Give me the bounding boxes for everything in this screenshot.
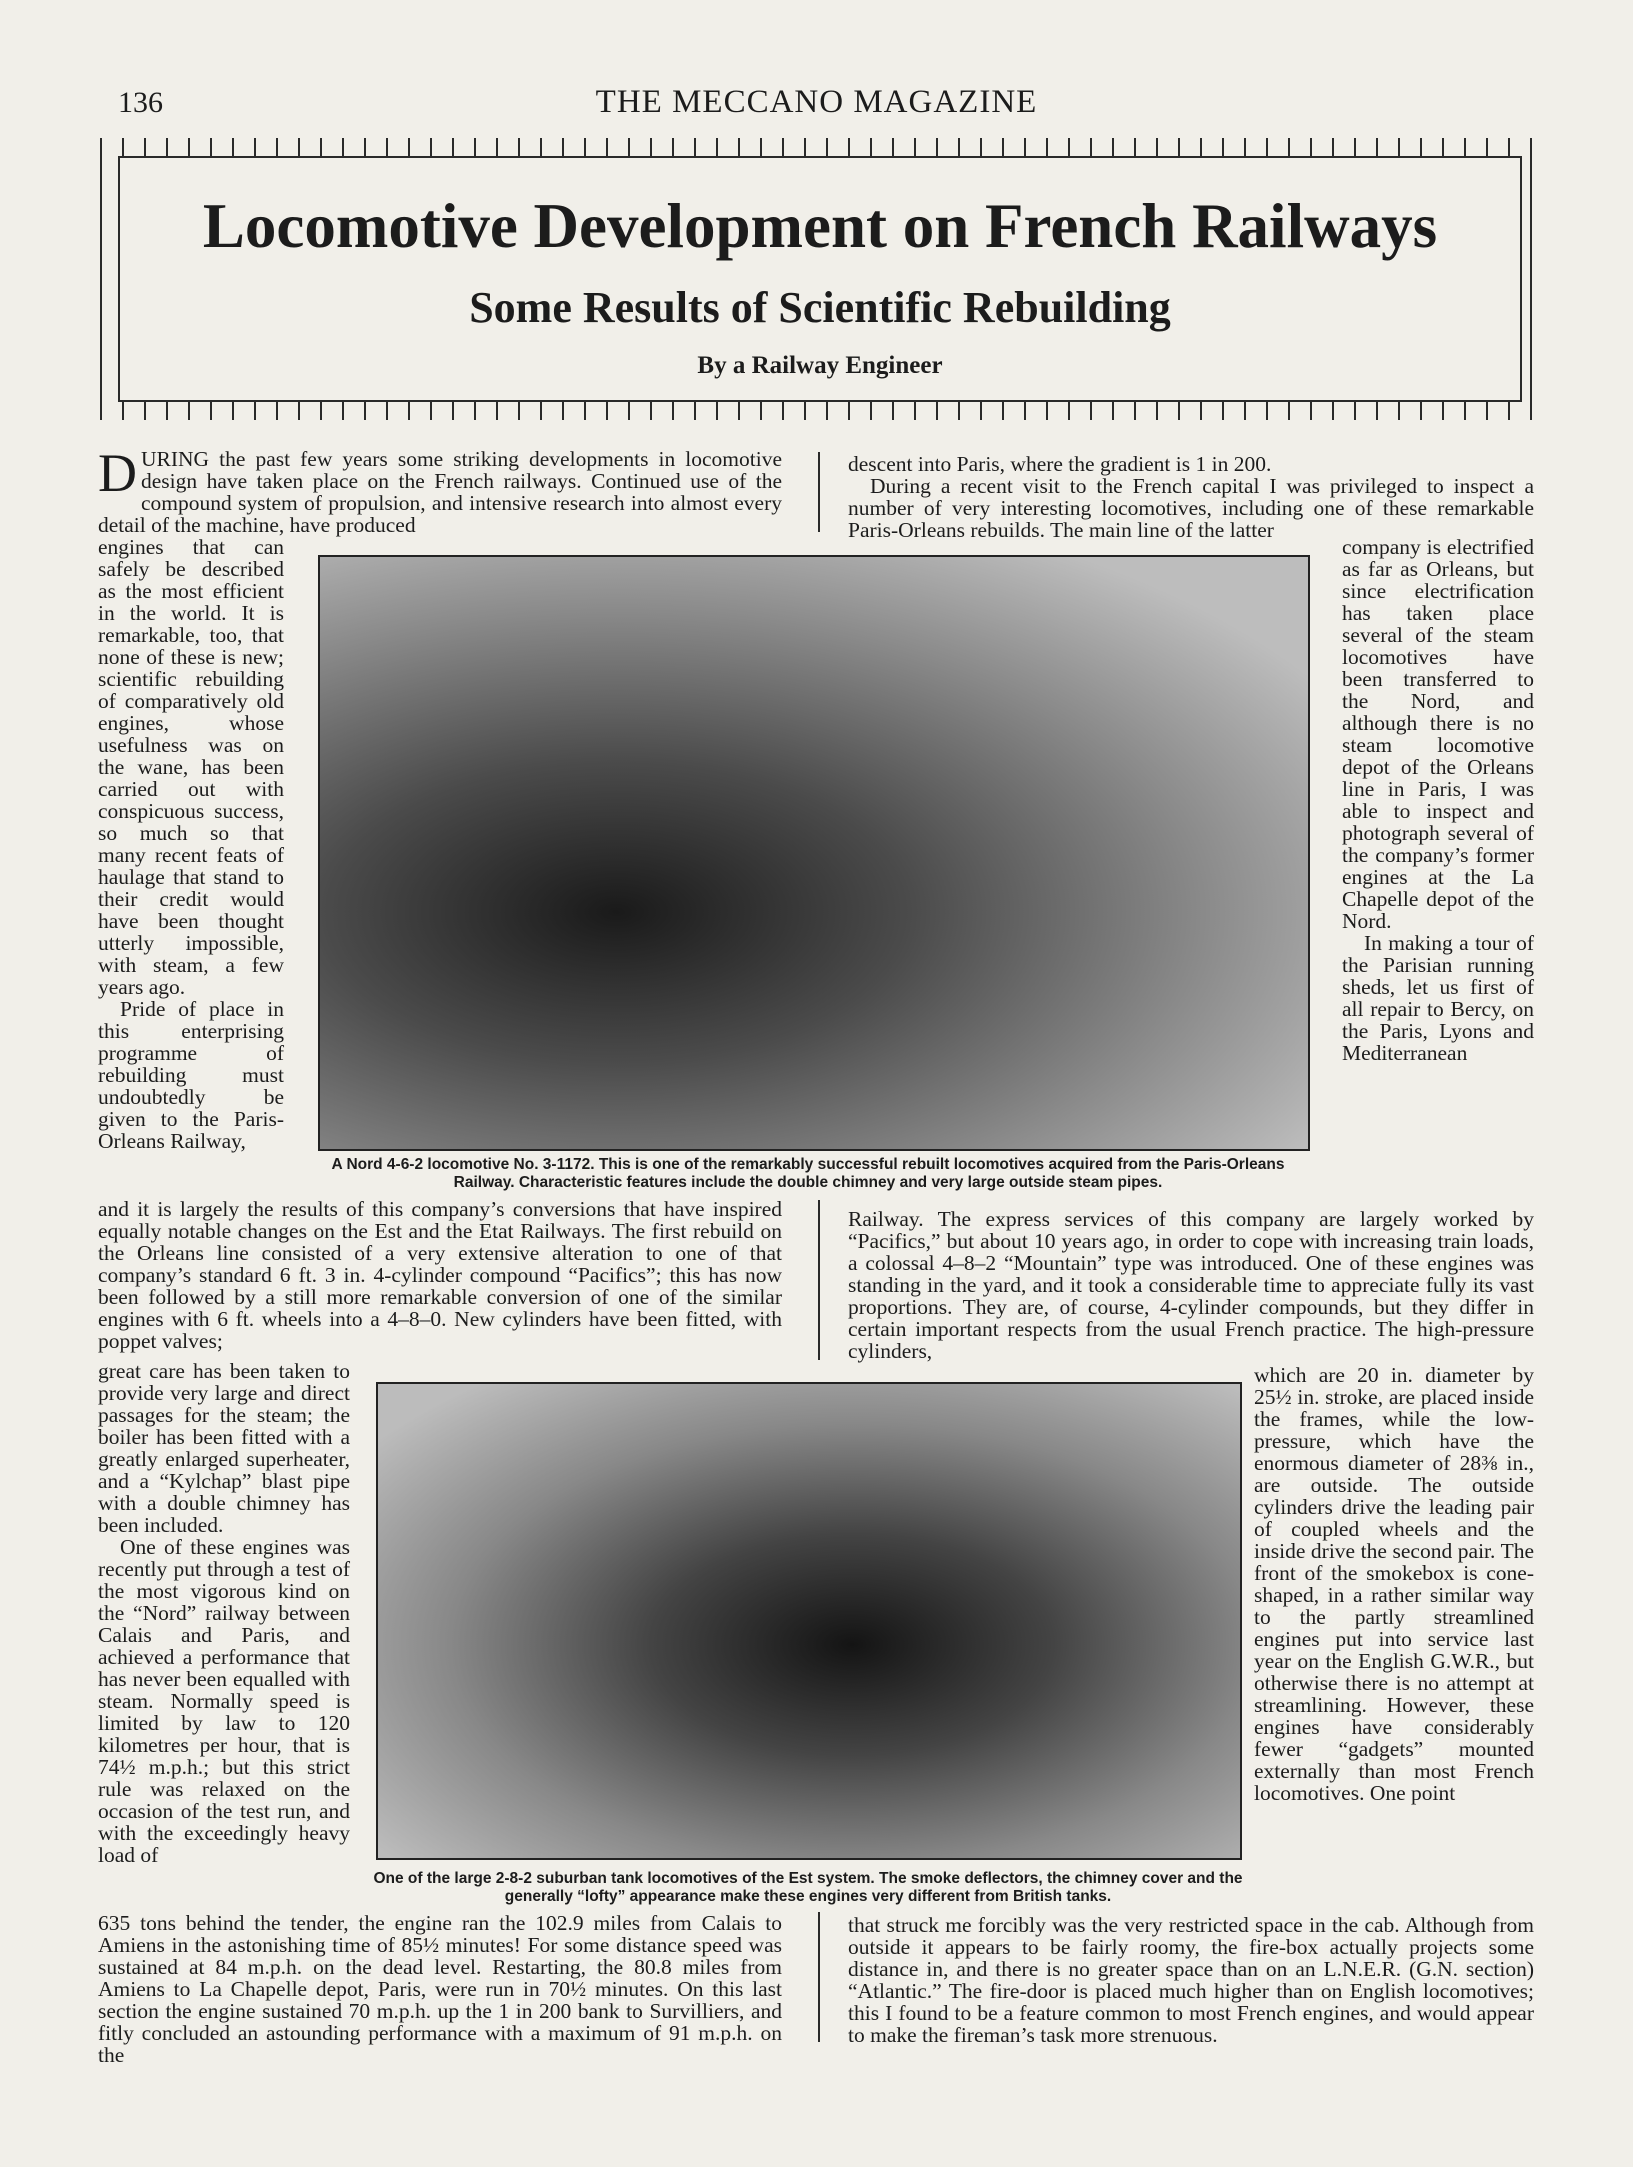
article-byline: By a Railway Engineer — [697, 352, 943, 379]
left-narrow-text-1 — [98, 536, 284, 1152]
paragraph: In making a tour of the Parisian running sheds, let us first of all repair to Bercy, on the Paris, Lyons and Mediterranean — [1342, 931, 1534, 1065]
article-title: Locomotive Development on French Railways — [202, 191, 1438, 261]
paragraph: which are 20 in. diameter by 25½ in. stroke, are placed inside the frames, while the low-pressure, which have the enormous diameter of 28⅜ in., are outside. The outside cylinders drive the leading pair of coupled wheels and the inside drive the second pair. The front of the smokebox is cone-shaped, in a rather similar way to the partly streamlined engines put into service last year on the English G.W.R., but otherwise there is no attempt at streamlining. However, these engines have considerably fewer “gadgets” mounted externally than most French locomotives. One point — [1254, 1363, 1534, 1805]
paragraph: descent into Paris, where the gradient is 1 in 200. — [848, 452, 1272, 476]
intro-paragraph: URING the past few years some striking developments in locomotive design have taken place on the French railways. Continued use of the compound system of propulsion, and intensive research into almost every detail of the machine, have produced — [98, 447, 782, 537]
paragraph: During a recent visit to the French capital I was privileged to inspect a number of very interesting locomotives, including one of these remarkable Paris-Orleans rebuilds. The main line of the latter — [848, 474, 1534, 542]
article-subtitle: Some Results of Scientific Rebuilding — [469, 283, 1171, 332]
column-1-top — [98, 443, 782, 537]
column-rule-bottom — [818, 1912, 820, 2042]
column-2-middle — [848, 1208, 1534, 1362]
column-1-middle — [98, 1198, 782, 1352]
column-2-top — [848, 453, 1534, 541]
paragraph: 635 tons behind the tender, the engine ran the 102.9 miles from Calais to Amiens in the astonishing time of 85½ minutes! For some distance speed was sustained at 84 m.p.h. on the dead level. Restarting, the 80.8 miles from Amiens to La Chapelle depot, Paris, were run in 70½ minutes. On this last section the engine sustained 70 m.p.h. up the 1 in 200 bank to Survilliers, and fitly concluded an astounding performance with a maximum of 91 m.p.h. on the — [98, 1911, 782, 2067]
paragraph: company is electrified as far as Orleans, but since electrification has taken place several of the steam locomotives have been transferred to the Nord, and although there is no steam locomotive depot of the Orleans line in Paris, I was able to inspect and photograph several of the company’s former engines at the La Chapelle depot of the Nord. — [1342, 535, 1534, 933]
right-narrow-text-1 — [1342, 536, 1534, 1064]
paragraph: that struck me forcibly was the very restricted space in the cab. Although from outside it appears to be fairly roomy, the fire-box actually projects some distance in, and there is no greater space than on an L.N.E.R. (G.N. section) “Atlantic.” The fire-door is placed much higher than on English locomotives; this I found to be a feature common to most French engines, and would appear to make the fireman’s task more strenuous. — [848, 1913, 1534, 2047]
page-number: 136 — [118, 86, 163, 119]
column-1-bottom — [98, 1912, 782, 2066]
magazine-name: THE MECCANO MAGAZINE — [595, 84, 1038, 120]
column-rule-middle — [818, 1200, 820, 1360]
paragraph: engines that can safely be described as the most efficient in the world. It is remarkable, too, that none of these is new; scientific rebuilding of comparatively old engines, whose usefulness was on the wane, has been carried out with conspicuous success, so much so that many recent feats of haulage that stand to their credit would have been thought utterly impossible, with steam, a few years ago. — [98, 535, 284, 999]
drop-cap: D — [98, 443, 137, 503]
left-narrow-text-2 — [98, 1360, 350, 1866]
paragraph: great care has been taken to provide very large and direct passages for the steam; the boiler has been fitted with a greatly enlarged superheater, and a “Kylchap” blast pipe with a double chimney has been included. — [98, 1359, 350, 1537]
photo-2-caption: One of the large 2-8-2 suburban tank locomotives of the Est system. The smoke deflectors, the chimney cover and the generally “lofty” appearance make these engines very different from British tanks. — [373, 1870, 1243, 1905]
paragraph: Pride of place in this enterprising programme of rebuilding must undoubtedly be given to the Paris-Orleans Railway, — [98, 997, 284, 1153]
paragraph: and it is largely the results of this company’s conversions that have inspired equally notable changes on the Est and the Etat Railways. The first rebuild on the Orleans line consisted of a very extensive alteration to one of that company’s standard 6 ft. 3 in. 4-cylinder compound “Pacifics”; this has now been followed by a still more remarkable conversion of one of the similar engines with 6 ft. wheels into a 4–8–0. New cylinders have been fitted, with poppet valves; — [98, 1197, 782, 1353]
photo-est-tank-locomotive — [376, 1382, 1242, 1860]
column-2-bottom — [848, 1914, 1534, 2046]
photo-nord-locomotive — [318, 555, 1310, 1151]
column-rule-top — [818, 452, 820, 532]
right-narrow-text-2 — [1254, 1364, 1534, 1804]
paragraph: One of these engines was recently put through a test of the most vigorous kind on the “Nord” railway between Calais and Paris, and achieved a performance that has never been equalled with steam. Normally speed is limited by law to 120 kilometres per hour, that is 74½ m.p.h.; but this strict rule was relaxed on the occasion of the test run, and with the exceedingly heavy load of — [98, 1535, 350, 1867]
paragraph: Railway. The express services of this company are largely worked by “Pacifics,” but about 10 years ago, in order to cope with increasing train loads, a colossal 4–8–2 “Mountain” type was introduced. One of these engines was standing in the yard, and it took a considerable time to appreciate fully its vast proportions. They are, of course, 4-cylinder compounds, but they differ in certain important respects from the usual French practice. The high-pressure cylinders, — [848, 1207, 1534, 1363]
photo-1-caption: A Nord 4-6-2 locomotive No. 3-1172. This is one of the remarkably successful rebuilt locomotives acquired from the Paris-Orleans Railway. Characteristic features include the double chimney and very large outside steam pipes. — [331, 1156, 1285, 1191]
